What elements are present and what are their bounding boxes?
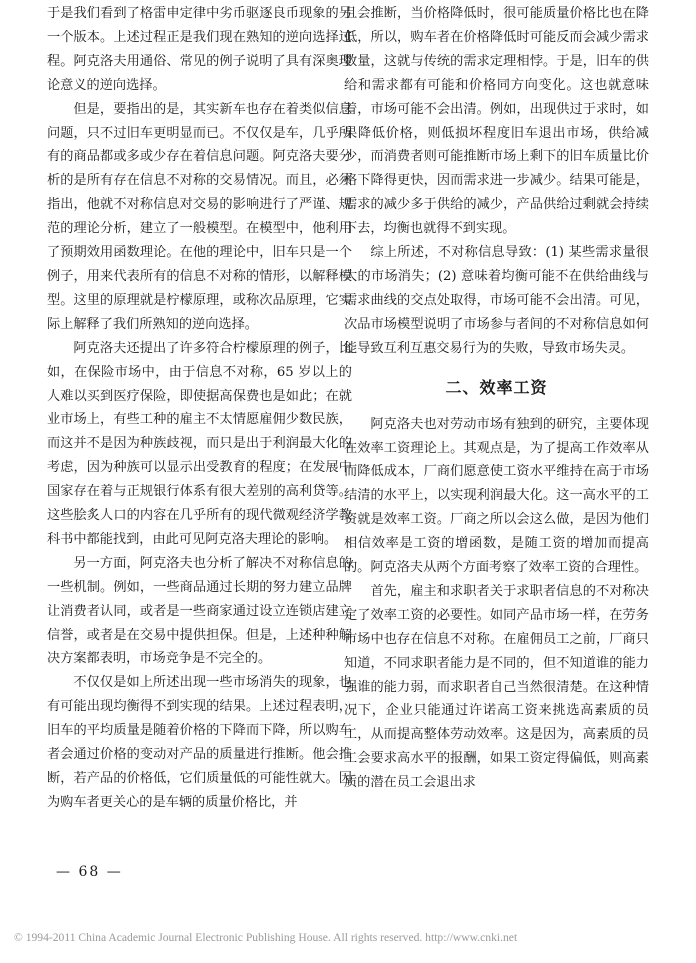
page-number: — 68 — (56, 864, 123, 880)
body-paragraph: 综上所述，不对称信息导致：(1) 某些需求量很大的市场消失；(2) 意味着均衡可能不在供给曲线与需求曲线的交点处取得，市场可能不会出清。可见，次品市场模型说明了市场参与者间的不对称信息如何能导致互利互惠交易行为的失败，导致市场失灵。 (344, 245, 649, 356)
body-paragraph: 阿克洛夫还提出了许多符合柠檬原理的例子，比如，在保险市场中，由于信息不对称，65 岁以上的人难以买到医疗保险，即使据高保费也是如此；在就业市场上，有些工种的雇主不太情愿雇佣少数民族，而这并不是因为种族歧视，而只是出于利润最大化的考虑，因为种族可以显示出受教育的程度；在发展中国家存在着与正规银行体系有很大差别的高利贷等。这些脍炙人口的内容在几乎所有的现代微观经济学教科书中都能找到，由此可见阿克洛夫理论的影响。 (47, 340, 352, 547)
body-paragraph: 但是，要指出的是，其实新车也存在着类似信息问题，只不过旧车更明显而已。不仅仅是车，几乎所有的商品都或多或少存在着信息问题。阿克洛夫要分析的是所有存在信息不对称的交易情况。而且，必须指出，他就不对称信息对交易的影响进行了严谨、规范的理论分析，建立了一般模型。在模型中，他利用了预期效用函数理论。在他的理论中，旧车只是一个例子，用来代表所有的信息不对称的情形，以解释模型。这里的原理就是柠檬原理，或称次品原理，它实际上解释了我们所熟知的逆向选择。 (47, 101, 352, 332)
left-column (47, 2, 352, 815)
body-paragraph: 阿克洛夫也对劳动市场有独到的研究，主要体现在效率工资理论上。其观点是，为了提高工作效率从而降低成本，厂商们愿意使工资水平维持在高于市场结清的水平上，以实现利润最大化。这一高水平的工资就是效率工资。厂商之所以会这么做，是因为他们相信效率是工资的增函数，是随工资的增加而提高的。阿克洛夫从两个方面考察了效率工资的合理性。 (344, 416, 649, 576)
body-paragraph: 于是我们看到了格雷申定律中劣币驱逐良币现象的另一个版本。上述过程正是我们现在熟知的逆向选择过程。阿克洛夫用通俗、常见的例子说明了具有深奥理论意义的逆向选择。 (47, 6, 352, 93)
body-paragraph: 不仅仅是如上所述出现一些市场消失的现象，也有可能出现均衡得不到实现的结果。上述过程表明，旧车的平均质量是随着价格的下降而下降，所以购车者会通过价格的变动对产品的质量进行推断。他会推断，若产品的价格低，它们质量低的可能性就大。因为购车者更关心的是车辆的质量价格比，并 (47, 675, 352, 810)
section-heading: 二、效率工资 (445, 377, 548, 397)
body-paragraph: 且会推断，当价格降低时，很可能质量价格比也在降低，所以，购车者在价格降低时可能反而会减少需求数量，这就与传统的需求定理相悖。于是，旧车的供给和需求都有可能和价格同方向变化。这也就意味着，市场可能不会出清。例如，出现供过于求时，如果降低价格，则低损坏程度旧车退出市场，供给减少，而消费者则可能推断市场上剩下的旧车质量比价格下降得更快，因而需求进一步减少。结果可能是，需求的减少多于供给的减少，产品供给过剩就会持续下去，均衡也就得不到实现。 (344, 6, 649, 237)
right-column (344, 2, 649, 795)
body-paragraph: 另一方面，阿克洛夫也分析了解决不对称信息的一些机制。例如，一些商品通过长期的努力建立品牌让消费者认同，或者是一些商家通过设立连锁店建立信誉，或者是在交易中提供担保。但是，上述种种解决方案都表明，市场竞争是不完全的。 (47, 555, 352, 667)
copyright-notice: © 1994-2011 China Academic Journal Electronic Publishing House. All rights reserved. http://www.cnki.net (14, 931, 518, 944)
body-paragraph: 首先，雇主和求职者关于求职者信息的不对称决定了效率工资的必要性。如同产品市场一样，在劳务市场中也存在信息不对称。在雇佣员工之前，厂商只知道，不同求职者能力是不同的，但不知道谁的能力强谁的能力弱，而求职者自己当然很清楚。在这种情况下，企业只能通过许诺高工资来挑选高素质的员工，从而提高整体劳动效率。这是因为，高素质的员工会要求高水平的报酬，如果工资定得偏低，则高素质的潜在员工会退出求 (344, 583, 649, 791)
